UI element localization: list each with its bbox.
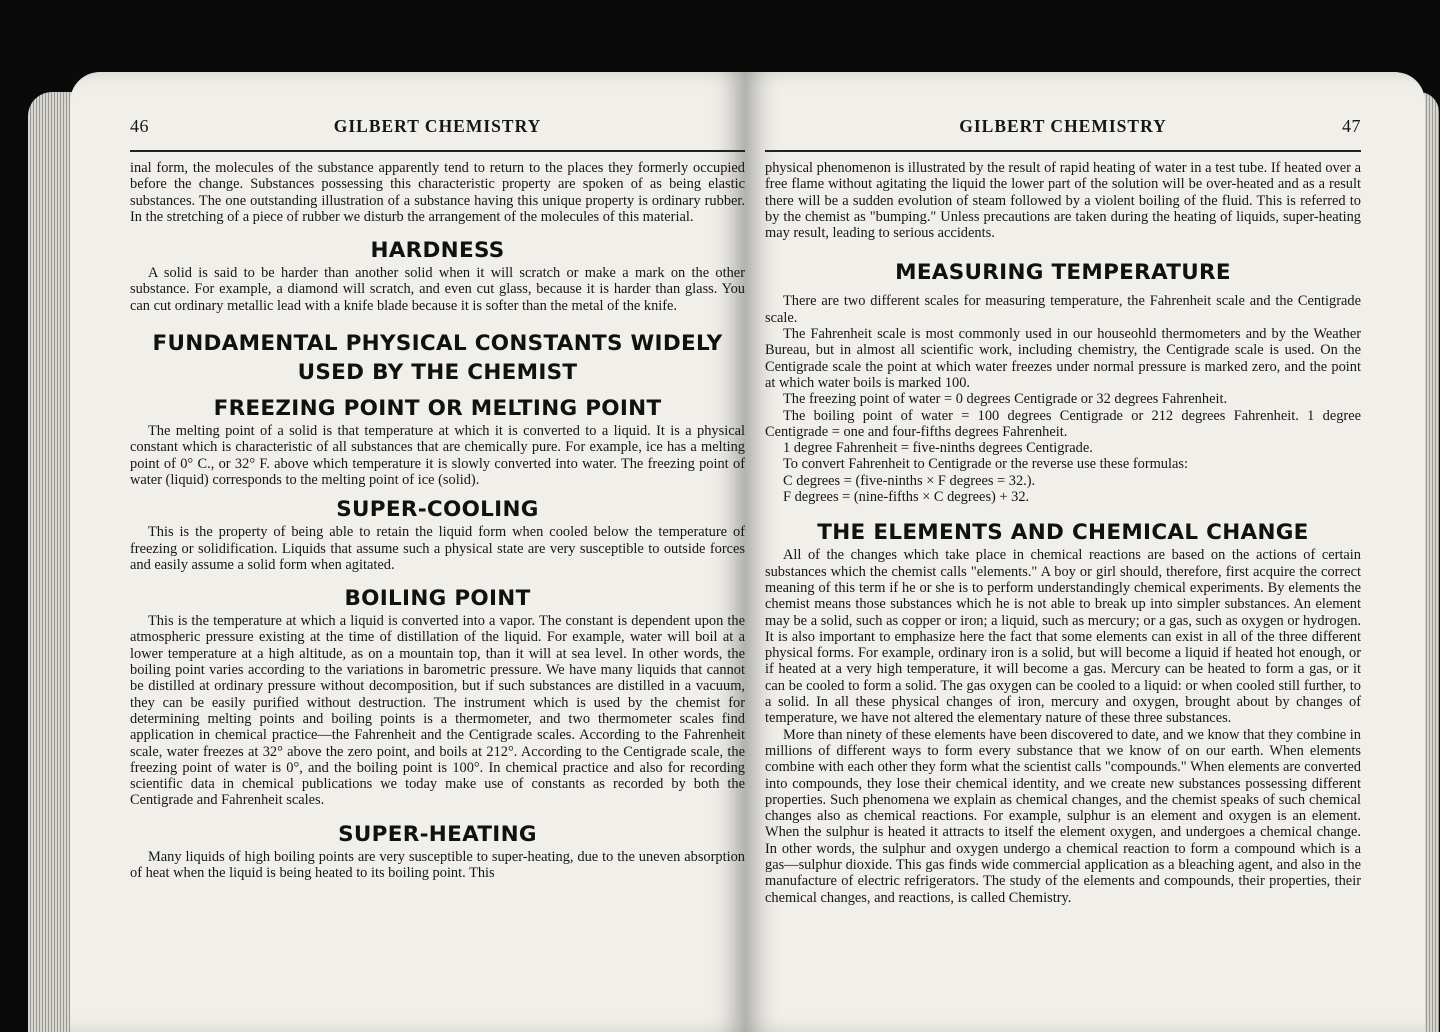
paragraph-super-heating: Many liquids of high boiling points are very susceptible to super-heating, due to the uneven absorption of heat when the liquid is being heated to its boiling point. This [130,848,745,882]
heading-freezing-point: FREEZING POINT OR MELTING POINT [213,396,662,422]
header-rule [765,150,1361,152]
paragraph-fahrenheit-scale: The Fahrenheit scale is most commonly used in our houseohld thermometers and by the Weather Bureau, but in almost all scientific work, including chemistry, the Centigrade scale is used. On the Centigrade scale the point at which water freezes under normal pressure is marked zero, and the point at which water boils is marked 100. [765,326,1361,391]
page-number: 47 [1342,116,1361,136]
heading-hardness: HARDNESS [370,238,505,264]
paragraph-super-cooling: This is the property of being able to retain the liquid form when cooled below the temperature of freezing or solidification. Liquids that assume such a physical state are very susceptible to outside forces and easily assume a solid form when agitated. [130,524,745,573]
left-page-header [130,112,745,142]
paragraph-freezing-point: The melting point of a solid is that temperature at which it is converted to a liquid. It is a physical constant which is characteristic of all substances that are chemically pure. For example, ice has a melting point of 0° C., or 32° F. above which temperature it is slowly converted into water. The freezing point of water (liquid) corresponds to the melting point of ice (solid). [130,423,745,488]
heading-super-heating: SUPER-HEATING [338,821,537,847]
paragraph-two-scales: There are two different scales for measuring temperature, the Fahrenheit scale and the Centigrade scale. [765,293,1361,326]
line-freezing-point-water: The freezing point of water = 0 degrees Centigrade or 32 degrees Fahrenheit. [783,391,1228,408]
running-title: GILBERT CHEMISTRY [333,116,542,136]
left-page-content [130,112,745,1032]
left-page [70,72,745,1032]
paragraph-elasticity: inal form, the molecules of the substance apparently tend to return to the places they formerly occupied before the change. Substances possessing this characteristic property are spoken of as being elastic substances. The one outstanding illustration of a substance having this unique property is ordinary rubber. In the stretching of a piece of rubber we disturb the arrangement of the molecules of this material. [130,160,745,225]
right-page [745,72,1425,1032]
heading-boiling-point: BOILING POINT [344,586,531,612]
formula-fahrenheit: F degrees = (nine-fifths × C degrees) + 32. [783,489,1030,506]
paragraph-hardness: A solid is said to be harder than another solid when it will scratch or make a mark on the other substance. For example, a diamond will scratch, and even cut glass, because it is harder than glass. You can cut ordinary metallic lead with a knife blade because it is softer than the metal of the knife. [130,265,745,314]
right-page-header [765,112,1361,142]
heading-physical-constants-line1: FUNDAMENTAL PHYSICAL CONSTANTS WIDELY [152,331,723,357]
page-number: 46 [130,116,149,136]
formula-centigrade: C degrees = (five-ninths × F degrees = 32.). [783,472,1036,489]
header-rule [130,150,745,152]
paragraph-elements: All of the changes which take place in chemical reactions are based on the actions of certain substances which the chemist calls "elements." A boy or girl should, therefore, first acquire the correct meaning of this term if he or she is to perform understandingly chemical experiments. By elements the chemist means those substances which he is not able to break up into simpler substances. An element may be a solid, such as copper or iron; a liquid, such as mercury; or a gas, such as oxygen or hydrogen. It is also important to emphasize here the fact that some elements can exist in all of the three different physical forms. For example, ordinary iron is a solid, but will become a liquid if heated hot enough, or if heated at a very high temperature, it will become a gas. Mercury can be heated to form a gas, or it can be cooled to form a solid. The gas oxygen can be cooled to a liquid: or when cooled still further, to a solid. In all these physical changes of iron, mercury and oxygen, brought about by changes of temperature, we have not altered the elementary nature of these three substances. [765,547,1361,727]
paragraph-boiling-point: This is the temperature at which a liquid is converted into a vapor. The constant is dependent upon the atmospheric pressure existing at the time of distillation of the liquid. For example, water will boil at a lower temperature at a high altitude, as on a mountain top, than it will at sea level. In other words, the boiling point varies according to the variations in barometric pressure. We have many liquids that cannot be distilled at ordinary pressure without decomposition, but if such substances are distilled in a vacuum, they can be easily purified without destruction. The instrument which is used by the chemist for determining melting points and boiling points is a thermometer, and two thermometer scales find application in chemical practice—the Fahrenheit and the Centigrade scales. According to the Fahrenheit scale, water freezes at 32° above the zero point, and boils at 212°. According to the Centigrade scale, the freezing point of water is 0°, and the boiling point is 100°. In chemical practice and also for recording scientific data in chemical publications we today make use of constants as recorded by both the Centigrade and Fahrenheit scales. [130,613,745,809]
running-title: GILBERT CHEMISTRY [959,116,1167,136]
heading-measuring-temperature: MEASURING TEMPERATURE [895,260,1231,286]
paragraph-compounds: More than ninety of these elements have been discovered to date, and we know that they combine in millions of different ways to form every substance that we know of on our earth. When elements combine with each other they form what the scientist calls "compounds." When elements are converted into compounds, they lose their chemical identity, and we create new substances possessing different properties. Such phenomena we explain as chemical changes, and the chemist speaks of such chemical changes also as chemical reactions. For example, sulphur is an element and oxygen is an element. When the sulphur is heated it attracts to itself the element oxygen, and undergoes a chemical change. In other words, the sulphur and oxygen undergo a chemical reaction to form a compound which is a gas—sulphur dioxide. This gas finds wide commercial application as a bleaching agent, and also in the manufacture of electric refrigerators. The study of the elements and compounds, their properties, their chemical changes, and reactions, is called Chemistry. [765,726,1361,906]
line-convert-instructions: To convert Fahrenheit to Centigrade or the reverse use these formulas: [783,456,1188,473]
page-edges-left [28,92,74,1032]
heading-elements-chemical-change: THE ELEMENTS AND CHEMICAL CHANGE [817,520,1309,546]
heading-physical-constants-line2: USED BY THE CHEMIST [297,360,578,386]
line-fahrenheit-degree: 1 degree Fahrenheit = five-ninths degrees Centigrade. [783,440,1093,457]
paragraph-bumping: physical phenomenon is illustrated by the result of rapid heating of water in a test tube. If heated over a free flame without agitating the liquid the lower part of the solution will be over-heated and as a result there will be a sudden evolution of steam followed by a violent boiling of the fluid. This is referred to by the chemist as "bumping." Unless precautions are taken during the heating of liquids, super-heating may result, leading to serious accidents. [765,160,1361,242]
heading-super-cooling: SUPER-COOLING [336,497,539,523]
open-book [20,72,1425,1032]
right-page-content [765,112,1361,1032]
line-boiling-point-water: The boiling point of water = 100 degrees Centigrade or 212 degrees Fahrenheit. 1 degree Centigrade = one and four-fifths degrees Fahrenheit. [765,407,1361,440]
